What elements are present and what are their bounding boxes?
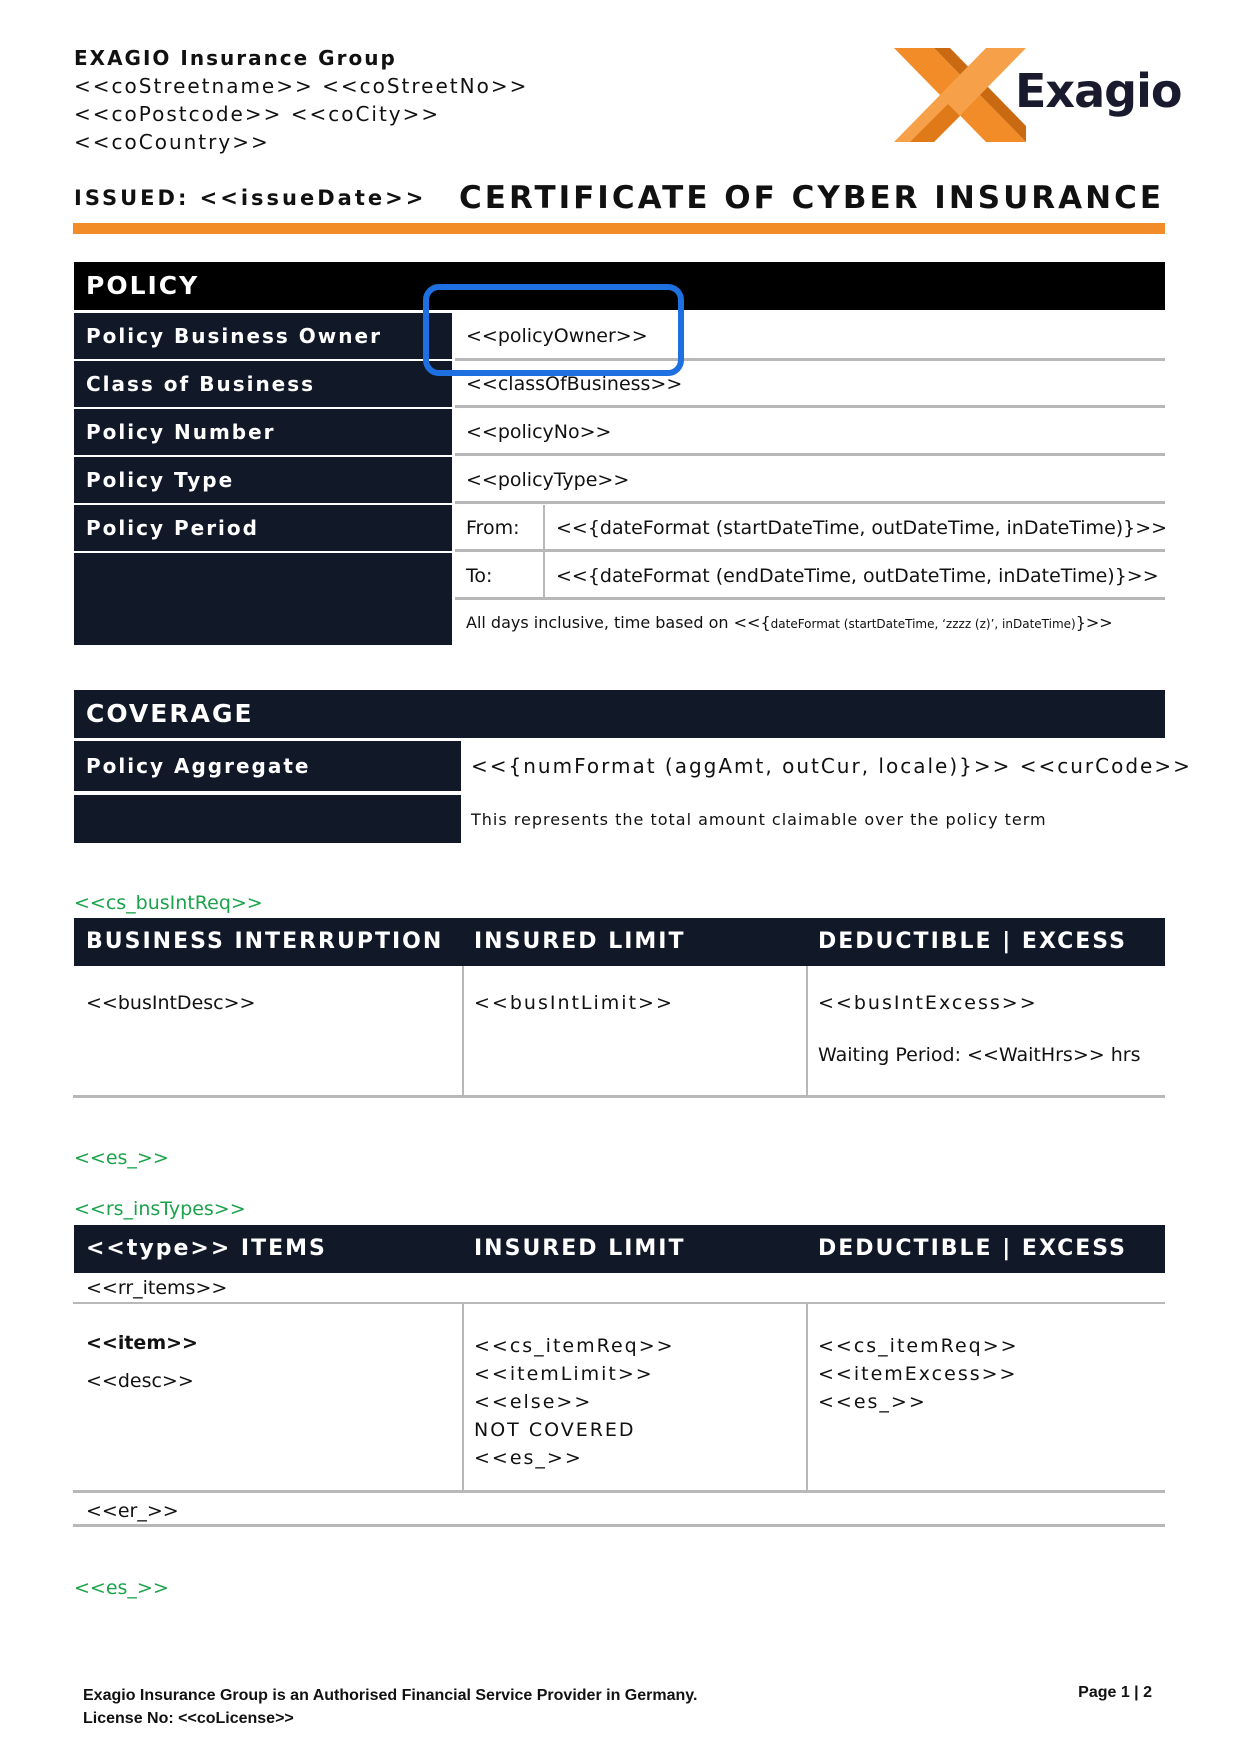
footer-line-1: Exagio Insurance Group is an Authorised Financial Service Provider in Germany. [83,1687,698,1704]
bi-description: <<busIntDesc>> [86,992,256,1014]
timezone-note-prefix: All days inclusive, time based on <<{ [466,613,771,632]
footer-legal [83,1684,697,1730]
item-excess-line: <<cs_itemReq>> [818,1335,1019,1357]
label-policy-type: Policy Type [74,457,452,503]
certificate-title: CERTIFICATE OF CYBER INSURANCE [459,180,1164,216]
address-line-1: <<coStreetname>> <<coStreetNo>> [74,74,529,98]
to-label: To: [466,565,493,587]
items-row-end: <<er_>> [86,1500,179,1522]
items-marker-start: <<rs_insTypes>> [74,1198,246,1220]
value-policy-type: <<policyType>> [466,469,630,491]
from-label: From: [466,517,520,539]
value-policy-owner: <<policyOwner>> [466,325,648,347]
to-value: <<{dateFormat (endDateTime, outDateTime, inDateTime)}>> [556,565,1159,587]
bi-limit: <<busIntLimit>> [474,992,674,1014]
coverage-section-header: COVERAGE [74,690,1165,738]
items-row-bottom [73,1490,1165,1493]
items-row-top [73,1302,1165,1304]
bi-marker-start: <<cs_busIntReq>> [74,892,263,914]
bi-col-divider [806,966,808,1097]
value-policy-aggregate: <<{numFormat (aggAmt, outCur, locale)}>> <<curCode>> [471,754,1192,778]
value-class-of-business: <<classOfBusiness>> [466,373,683,395]
item-limit-line: <<cs_itemReq>> [474,1335,675,1357]
item-description: <<desc>> [86,1370,194,1392]
bi-table-bottom [73,1095,1165,1098]
row-divider [455,405,1165,408]
policy-owner-highlight [423,284,684,376]
timezone-note [466,600,1113,647]
address-line-3: <<coCountry>> [74,130,270,154]
item-limit-line: <<es_>> [474,1447,583,1469]
bi-excess: <<busIntExcess>> [818,992,1038,1014]
items-row-start: <<rr_items>> [86,1277,228,1299]
items-col-divider [806,1304,808,1490]
item-limit-line: NOT COVERED [474,1419,636,1441]
items-marker-end: <<es_>> [74,1577,169,1599]
bi-header-col2: INSURED LIMIT [474,929,686,954]
item-limit-line: <<itemLimit>> [474,1363,654,1385]
bi-table-header [74,918,1165,966]
address-line-2: <<coPostcode>> <<coCity>> [74,102,441,126]
timezone-note-suffix: }>> [1075,613,1113,632]
bi-header-col3: DEDUCTIBLE | EXCESS [818,929,1128,954]
policy-section-header: POLICY [74,262,1165,310]
page-number: Page 1 | 2 [1078,1684,1152,1701]
footer-line-2: License No: <<coLicense>> [83,1710,294,1727]
row-divider [455,501,1165,504]
items-table-bottom [73,1524,1165,1527]
item-name: <<item>> [86,1332,198,1354]
logo-text: Exagio [1015,64,1182,118]
label-policy-business-owner: Policy Business Owner [74,313,452,359]
exagio-logo [890,46,1182,144]
item-excess-line: <<es_>> [818,1391,927,1413]
value-policy-number: <<policyNo>> [466,421,612,443]
aggregate-note: This represents the total amount claimable over the policy term [471,810,1047,829]
company-name: EXAGIO Insurance Group [74,46,397,70]
bi-header-col1: BUSINESS INTERRUPTION [86,929,444,954]
row-divider [455,453,1165,456]
item-excess-block [818,1332,1019,1416]
row-divider [455,549,1165,552]
label-policy-period: Policy Period [74,505,452,551]
label-policy-aggregate: Policy Aggregate [74,741,461,791]
header-divider [73,223,1165,234]
items-col-divider [462,1304,464,1490]
issued-date: ISSUED: <<issueDate>> [74,186,427,210]
x-logo-icon [890,46,1030,144]
item-limit-line: <<else>> [474,1391,593,1413]
aggregate-label-filler [74,795,461,843]
from-value: <<{dateFormat (startDateTime, outDateTime, inDateTime)}>> [556,517,1168,539]
company-address [74,44,528,156]
items-table-header [74,1225,1165,1273]
bi-col-divider [462,966,464,1097]
item-excess-line: <<itemExcess>> [818,1363,1018,1385]
label-class-of-business: Class of Business [74,361,452,407]
bi-marker-end: <<es_>> [74,1147,169,1169]
bi-waiting-period: Waiting Period: <<WaitHrs>> hrs [818,1044,1141,1066]
items-header-col1: <<type>> ITEMS [86,1236,327,1261]
items-header-col2: INSURED LIMIT [474,1236,686,1261]
items-header-col3: DEDUCTIBLE | EXCESS [818,1236,1128,1261]
timezone-note-code: dateFormat (startDateTime, ‘zzzz (z)’, inDateTime) [770,617,1076,631]
policy-period-label-filler [74,553,452,645]
label-policy-number: Policy Number [74,409,452,455]
item-limit-block [474,1332,675,1472]
